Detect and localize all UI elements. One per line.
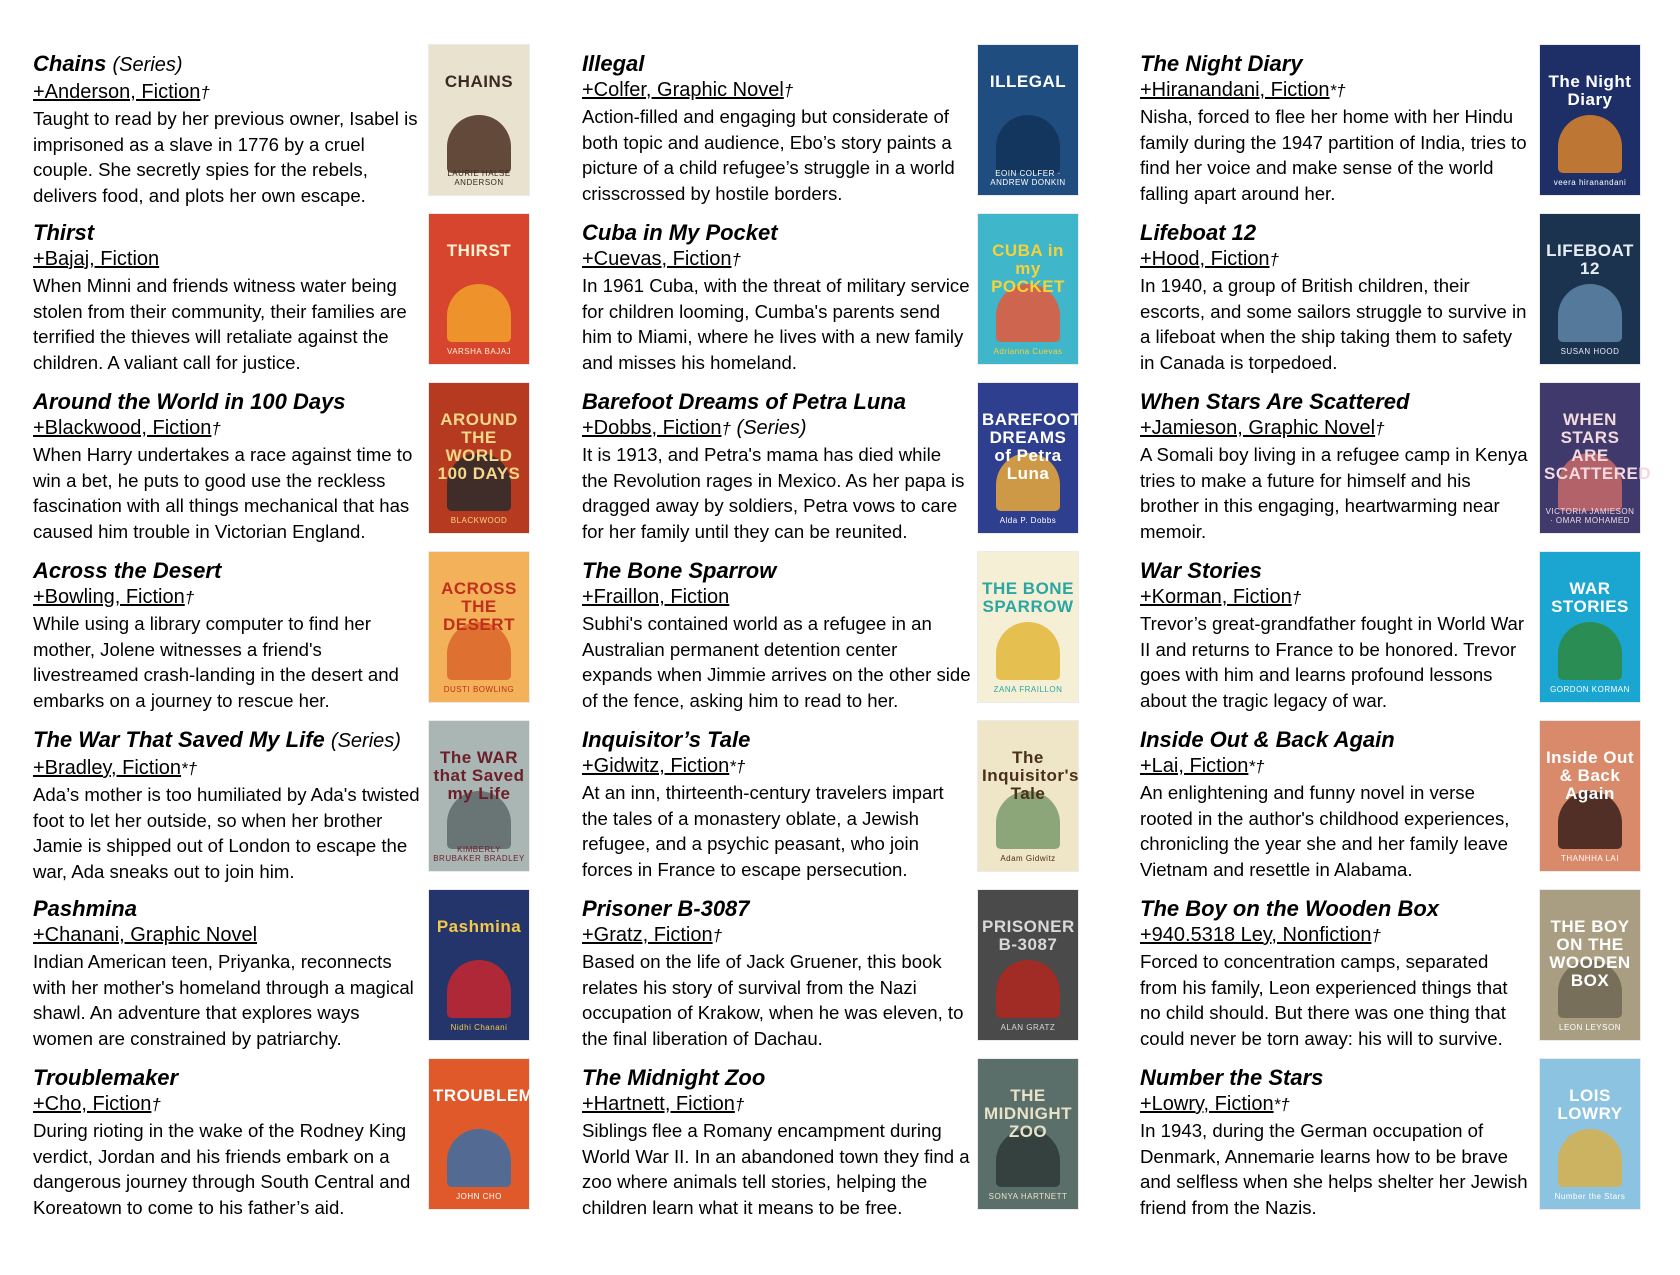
call-number-link[interactable]: +Hood, Fiction — [1140, 248, 1270, 270]
book-title — [1140, 50, 1530, 77]
cover-title: CUBA in my POCKET — [991, 241, 1065, 296]
column-2 — [582, 42, 1122, 1225]
book-description: A Somali boy living in a refugee camp in Kenya tries to make a future for himself and his brother in this engaging, heartwarming near memoir. — [1140, 444, 1528, 542]
cover-illustration — [1558, 284, 1622, 342]
call-number-link[interactable]: +Bajaj, Fiction — [33, 248, 160, 270]
cover-author: LEON LEYSON — [1559, 1023, 1621, 1032]
call-number — [33, 1091, 423, 1118]
book-cover-image[interactable] — [429, 214, 529, 364]
book-entry — [33, 42, 573, 211]
book-title-text: Around the World in 100 Days — [33, 389, 346, 414]
award-marks: † — [211, 419, 221, 438]
book-description: While using a library computer to find her mother, Jolene witnesses a friend's livestreamed crash-landing in the desert and embarks on a journey to rescue her. — [33, 613, 399, 711]
book-entry — [1140, 887, 1680, 1056]
book-description: Trevor’s great-grandfather fought in World War II and returns to France to be honored. Trevor goes with him and learns profound lessons about the tragic legacy of war. — [1140, 613, 1525, 711]
book-title — [33, 557, 423, 584]
award-marks: † — [712, 926, 723, 945]
call-number — [582, 584, 972, 611]
book-title-text: When Stars Are Scattered — [1140, 389, 1410, 414]
cover-author: LAURIE HALSE ANDERSON — [447, 169, 511, 187]
book-cover-image[interactable] — [978, 721, 1078, 871]
cover-title: THE MIDNIGHT ZOO — [983, 1086, 1073, 1141]
book-description: In 1943, during the German occupation of Denmark, Annemarie learns how to be brave and selfless when she helps shelter her Jewish friend from the Nazis. — [1140, 1120, 1528, 1218]
call-number-link[interactable]: +Hiranandani, Fiction — [1140, 79, 1330, 101]
book-title-text: Troublemaker — [33, 1065, 179, 1090]
award-marks: † — [1269, 250, 1279, 269]
book-text — [1140, 1064, 1530, 1220]
call-number-link[interactable]: +Korman, Fiction — [1140, 586, 1292, 608]
cover-author: Alda P. Dobbs — [999, 516, 1057, 525]
cover-title: WAR STORIES — [1551, 579, 1629, 616]
book-cover-image[interactable] — [978, 890, 1078, 1040]
call-number-link[interactable]: +Dobbs, Fiction — [582, 417, 722, 439]
call-number — [1140, 77, 1530, 104]
cover-title: LOIS LOWRY — [1557, 1086, 1623, 1123]
call-number — [1140, 415, 1530, 442]
cover-title: PRISONER B-3087 — [982, 917, 1075, 954]
book-title — [582, 388, 972, 415]
book-title — [582, 895, 972, 922]
cover-title: THE BONE SPARROW — [982, 579, 1074, 616]
book-description: Subhi's contained world as a refugee in an Australian permanent detention center expands when Jimmie arrives on the other side of the fence, asking him to read to her. — [582, 613, 971, 711]
call-number — [582, 415, 972, 442]
call-number-link[interactable]: +Hartnett, Fiction — [582, 1093, 735, 1115]
book-text — [582, 1064, 972, 1220]
book-text — [33, 895, 423, 1051]
call-number-link[interactable]: +Blackwood, Fiction — [33, 417, 212, 439]
cover-author: DUSTI BOWLING — [443, 685, 515, 694]
cover-author: GORDON KORMAN — [1550, 685, 1630, 694]
book-text — [33, 557, 423, 713]
call-number — [1140, 1091, 1530, 1118]
book-description: Forced to concentration camps, separated from his family, Leon experienced things that no child should. But there was one thing that could never be torn away: his will to survive. — [1140, 951, 1508, 1049]
book-cover-image[interactable] — [978, 1059, 1078, 1209]
book-title-text: The Boy on the Wooden Box — [1140, 896, 1440, 921]
book-title-text: Chains — [33, 51, 107, 76]
book-description: It is 1913, and Petra's mama has died while the Revolution rages in Mexico. As her papa is dragged away by soldiers, Petra vows to care for her family until they can be reunited. — [582, 444, 965, 542]
book-title — [1140, 219, 1530, 246]
book-description: In 1961 Cuba, with the threat of military service for children looming, Cumba's parents send him to Miami, where he lives with a new family and misses his homeland. — [582, 275, 970, 373]
cover-author: ZANA FRAILLON — [993, 685, 1063, 694]
book-text — [582, 726, 972, 882]
book-title — [582, 557, 972, 584]
call-number — [582, 77, 972, 104]
book-description: Nisha, forced to flee her home with her Hindu family during the 1947 partition of India, tries to find her voice and make sense of the world falling apart around her. — [1140, 106, 1527, 204]
book-cover-image[interactable] — [429, 383, 529, 533]
book-description: An enlightening and funny novel in verse rooted in the author's childhood experiences, chronicling the year she and her family leave Vietnam and resettle in Alabama. — [1140, 782, 1510, 880]
book-text — [582, 50, 972, 206]
book-cover-image[interactable] — [978, 552, 1078, 702]
book-title — [1140, 388, 1530, 415]
call-number-link[interactable]: +Fraillon, Fiction — [582, 586, 730, 608]
call-number-link[interactable]: +Chanani, Graphic Novel — [33, 924, 258, 946]
book-entry — [582, 887, 1122, 1056]
call-number — [1140, 753, 1530, 780]
cover-illustration — [447, 115, 511, 173]
book-entry — [33, 380, 573, 549]
book-text — [33, 219, 423, 375]
cover-author: EOIN COLFER · ANDREW DONKIN — [990, 169, 1066, 187]
cover-author: SONYA HARTNETT — [988, 1192, 1068, 1201]
call-number — [33, 246, 423, 273]
book-entry — [1140, 211, 1680, 380]
cover-title: AROUND THE WORLD 100 DAYS — [437, 410, 521, 483]
call-number — [582, 753, 972, 780]
call-number — [582, 1091, 972, 1118]
cover-illustration — [1558, 1129, 1622, 1187]
cover-author: VICTORIA JAMIESON · OMAR MOHAMED — [1545, 507, 1635, 525]
call-number — [33, 922, 423, 949]
book-title-text: Inquisitor’s Tale — [582, 727, 751, 752]
book-title-text: Inside Out & Back Again — [1140, 727, 1395, 752]
cover-title: Inside Out & Back Again — [1545, 748, 1635, 803]
cover-illustration — [447, 960, 511, 1018]
call-number — [33, 415, 423, 442]
call-number-link[interactable]: +Lowry, Fiction — [1140, 1093, 1274, 1115]
book-entry — [582, 211, 1122, 380]
book-entry — [33, 887, 573, 1056]
book-description: In 1940, a group of British children, their escorts, and some sailors struggle to survive in a lifeboat when the ship taking them to safety in Canada is torpedoed. — [1140, 275, 1527, 373]
call-number-link[interactable]: +Cuevas, Fiction — [582, 248, 732, 270]
book-cover-image[interactable] — [1540, 721, 1640, 871]
award-marks: † — [151, 1095, 161, 1114]
book-title-text: The Night Diary — [1140, 51, 1303, 76]
cover-title: The Inquisitor's Tale — [982, 748, 1079, 803]
award-marks: † — [731, 250, 741, 269]
book-entry — [1140, 42, 1680, 211]
call-number — [33, 584, 423, 611]
book-title — [582, 50, 972, 77]
book-cover-image[interactable] — [978, 383, 1082, 533]
column-1 — [33, 42, 584, 1225]
call-number — [1140, 246, 1530, 273]
book-title-text: War Stories — [1140, 558, 1262, 583]
book-title — [1140, 1064, 1530, 1091]
award-marks: *† — [1329, 81, 1346, 100]
series-note: (Series) — [330, 730, 401, 752]
cover-illustration — [996, 960, 1060, 1018]
column-3 — [1140, 42, 1680, 1225]
book-description: Based on the life of Jack Gruener, this book relates his story of survival from the Nazi occupation of Krakow, when he was eleven, to the final liberation of Dachau. — [582, 951, 964, 1049]
book-title — [582, 219, 972, 246]
cover-illustration — [1558, 115, 1622, 173]
book-entry — [582, 718, 1122, 887]
award-marks: *† — [1273, 1095, 1290, 1114]
cover-title: CHAINS — [444, 72, 514, 91]
book-title-text: Thirst — [33, 220, 95, 245]
award-marks: *† — [1248, 757, 1265, 776]
book-description: Action-filled and engaging but considerate of both topic and audience, Ebo’s story paints a picture of a child refugee’s struggle in a world crisscrossed by hostile borders. — [582, 106, 955, 204]
book-cover-image[interactable] — [1540, 890, 1640, 1040]
cover-title: Pashmina — [436, 917, 522, 936]
book-entry — [582, 42, 1122, 211]
book-description: Taught to read by her previous owner, Isabel is imprisoned as a slave in 1776 by a cruel couple. She secretly spies for the rebels, delivers food, and plots her own escape. — [33, 108, 418, 206]
book-cover-image[interactable] — [429, 552, 529, 702]
cover-illustration — [447, 284, 511, 342]
award-marks: † — [734, 1095, 745, 1114]
call-number-link[interactable]: +940.5318 Ley, Nonfiction — [1140, 924, 1372, 946]
call-number — [582, 246, 972, 273]
book-title-text: Illegal — [582, 51, 645, 76]
award-marks: *† — [729, 757, 746, 776]
call-number-link[interactable]: +Bowling, Fiction — [33, 586, 185, 608]
book-title-text: The War That Saved My Life — [33, 727, 325, 752]
cover-title: The Night Diary — [1548, 72, 1632, 109]
book-title — [1140, 557, 1530, 584]
series-note: (Series) — [112, 54, 183, 76]
cover-title: The WAR that Saved my Life — [433, 748, 525, 803]
cover-author: Adam Gidwitz — [1000, 854, 1056, 863]
book-text — [582, 895, 972, 1051]
book-text — [1140, 50, 1530, 206]
book-entry — [582, 549, 1122, 718]
call-number — [582, 922, 972, 949]
cover-title: WHEN STARS ARE SCATTERED — [1544, 410, 1652, 483]
cover-illustration — [996, 622, 1060, 680]
book-entry — [582, 380, 1122, 549]
award-marks: † — [200, 83, 210, 102]
cover-author: Nidhi Chanani — [450, 1023, 508, 1032]
book-text — [1140, 726, 1530, 882]
cover-illustration — [1558, 622, 1622, 680]
book-title-text: The Bone Sparrow — [582, 558, 777, 583]
cover-author: VARSHA BAJAJ — [446, 347, 512, 356]
book-title — [33, 895, 423, 922]
book-title-text: Pashmina — [33, 896, 137, 921]
book-text — [33, 50, 423, 208]
book-text — [1140, 557, 1530, 713]
call-number-link[interactable]: +Bradley, Fiction — [33, 757, 182, 779]
book-description: Siblings flee a Romany encampment during World War II. In an abandoned town they find a zoo where animals tell stories, helping the children learn what it means to be free. — [582, 1120, 970, 1218]
book-description: When Harry undertakes a race against time to win a bet, he puts to good use the reckless fascination with all things mechanical that has caused him trouble in Victorian England. — [33, 444, 413, 542]
book-cover-image[interactable] — [1540, 45, 1640, 195]
book-cover-image[interactable] — [978, 214, 1078, 364]
book-cover-image[interactable] — [1540, 214, 1640, 364]
call-number-link[interactable]: +Colfer, Graphic Novel — [582, 79, 784, 101]
book-cover-image[interactable] — [1540, 552, 1640, 702]
book-entry — [1140, 549, 1680, 718]
book-title-text: Number the Stars — [1140, 1065, 1324, 1090]
book-entry — [1140, 1056, 1680, 1225]
award-marks: † — [721, 419, 731, 438]
book-title — [33, 50, 423, 79]
cover-author: ALAN GRATZ — [1000, 1023, 1056, 1032]
cover-title: TROUBLEMAKER — [433, 1086, 584, 1105]
book-cover-image[interactable] — [429, 721, 529, 871]
book-title — [582, 726, 972, 753]
award-marks: † — [184, 588, 195, 607]
cover-title: ILLEGAL — [989, 72, 1067, 91]
book-title — [582, 1064, 972, 1091]
book-description: Ada’s mother is too humiliated by Ada's twisted foot to let her outside, so when her brother Jamie is shipped out of London to escape the war, Ada sneaks out to join him. — [33, 784, 420, 882]
book-description: During rioting in the wake of the Rodney King verdict, Jordan and his friends embark on a dangerous journey through South Central and Koreatown to come to his father’s aid. — [33, 1120, 411, 1218]
book-title — [33, 388, 423, 415]
award-marks: † — [783, 81, 794, 100]
call-number — [33, 755, 423, 782]
call-number — [1140, 584, 1530, 611]
book-entry — [33, 1056, 584, 1225]
book-title — [1140, 726, 1530, 753]
book-cover-image[interactable] — [429, 890, 529, 1040]
book-text — [582, 388, 972, 544]
cover-author: Adrianna Cuevas — [993, 347, 1063, 356]
book-title-text: Barefoot Dreams of Petra Luna — [582, 389, 906, 414]
book-title — [33, 1064, 423, 1091]
call-number-link[interactable]: +Lai, Fiction — [1140, 755, 1249, 777]
book-text — [582, 557, 972, 713]
book-cover-image[interactable] — [978, 45, 1078, 195]
cover-author: Number the Stars — [1554, 1192, 1626, 1201]
book-cover-image[interactable] — [429, 1059, 584, 1209]
cover-title: THE BOY ON THE WOODEN BOX — [1549, 917, 1631, 990]
cover-author: JOHN CHO — [456, 1192, 502, 1201]
book-entry — [33, 718, 573, 887]
award-marks: † — [1371, 926, 1381, 945]
book-text — [1140, 388, 1530, 544]
cover-title: BAREFOOT DREAMS of Petra Luna — [982, 410, 1082, 483]
book-title-text: Lifeboat 12 — [1140, 220, 1257, 245]
book-text — [33, 726, 423, 884]
book-title — [33, 726, 423, 755]
book-cover-image[interactable] — [1540, 1059, 1640, 1209]
cover-author: veera hiranandani — [1553, 178, 1627, 187]
call-number — [33, 79, 423, 106]
book-title-text: The Midnight Zoo — [582, 1065, 766, 1090]
call-number-link[interactable]: +Anderson, Fiction — [33, 81, 201, 103]
cover-author: THANHHA LAI — [1561, 854, 1619, 863]
cover-author: BLACKWOOD — [450, 516, 508, 525]
book-title — [33, 219, 423, 246]
award-marks: † — [1291, 588, 1302, 607]
book-entry — [33, 549, 573, 718]
book-cover-image[interactable] — [429, 45, 529, 195]
book-text — [1140, 219, 1530, 375]
call-number-link[interactable]: +Cho, Fiction — [33, 1093, 152, 1115]
cover-illustration — [447, 1129, 511, 1187]
award-marks: † — [1375, 419, 1385, 438]
book-text — [33, 1064, 423, 1220]
book-title-text: Prisoner B-3087 — [582, 896, 750, 921]
cover-author: KIMBERLY BRUBAKER BRADLEY — [433, 845, 525, 863]
book-text — [33, 388, 423, 544]
book-title-text: Across the Desert — [33, 558, 222, 583]
book-text — [1140, 895, 1530, 1051]
call-number — [1140, 922, 1530, 949]
call-number-link[interactable]: +Gidwitz, Fiction — [582, 755, 730, 777]
call-number-link[interactable]: +Gratz, Fiction — [582, 924, 713, 946]
book-title — [1140, 895, 1530, 922]
book-entry — [33, 211, 573, 380]
book-description: When Minni and friends witness water being stolen from their community, their families are terrified the thieves will retaliate against the children. A valiant call for justice. — [33, 275, 407, 373]
cover-illustration — [996, 115, 1060, 173]
book-entry — [1140, 380, 1680, 549]
book-text — [582, 219, 972, 375]
book-title-text: Cuba in My Pocket — [582, 220, 778, 245]
award-marks: *† — [181, 759, 198, 778]
cover-title: ACROSS THE DESERT — [441, 579, 517, 634]
cover-title: LIFEBOAT 12 — [1546, 241, 1634, 278]
call-number-link[interactable]: +Jamieson, Graphic Novel — [1140, 417, 1376, 439]
book-entry — [582, 1056, 1122, 1225]
book-description: Indian American teen, Priyanka, reconnects with her mother's homeland through a magical shawl. An adventure that explores ways women are constrained by patriarchy. — [33, 951, 414, 1049]
cover-author: SUSAN HOOD — [1560, 347, 1620, 356]
series-note: (Series) — [736, 417, 807, 439]
book-description: At an inn, thirteenth-century travelers impart the tales of a monastery oblate, a Jewish refugee, and a psychic peasant, who join forces in France to escape persecution. — [582, 782, 944, 880]
book-cover-image[interactable] — [1540, 383, 1652, 533]
book-entry — [1140, 718, 1680, 887]
cover-title: THIRST — [446, 241, 512, 260]
